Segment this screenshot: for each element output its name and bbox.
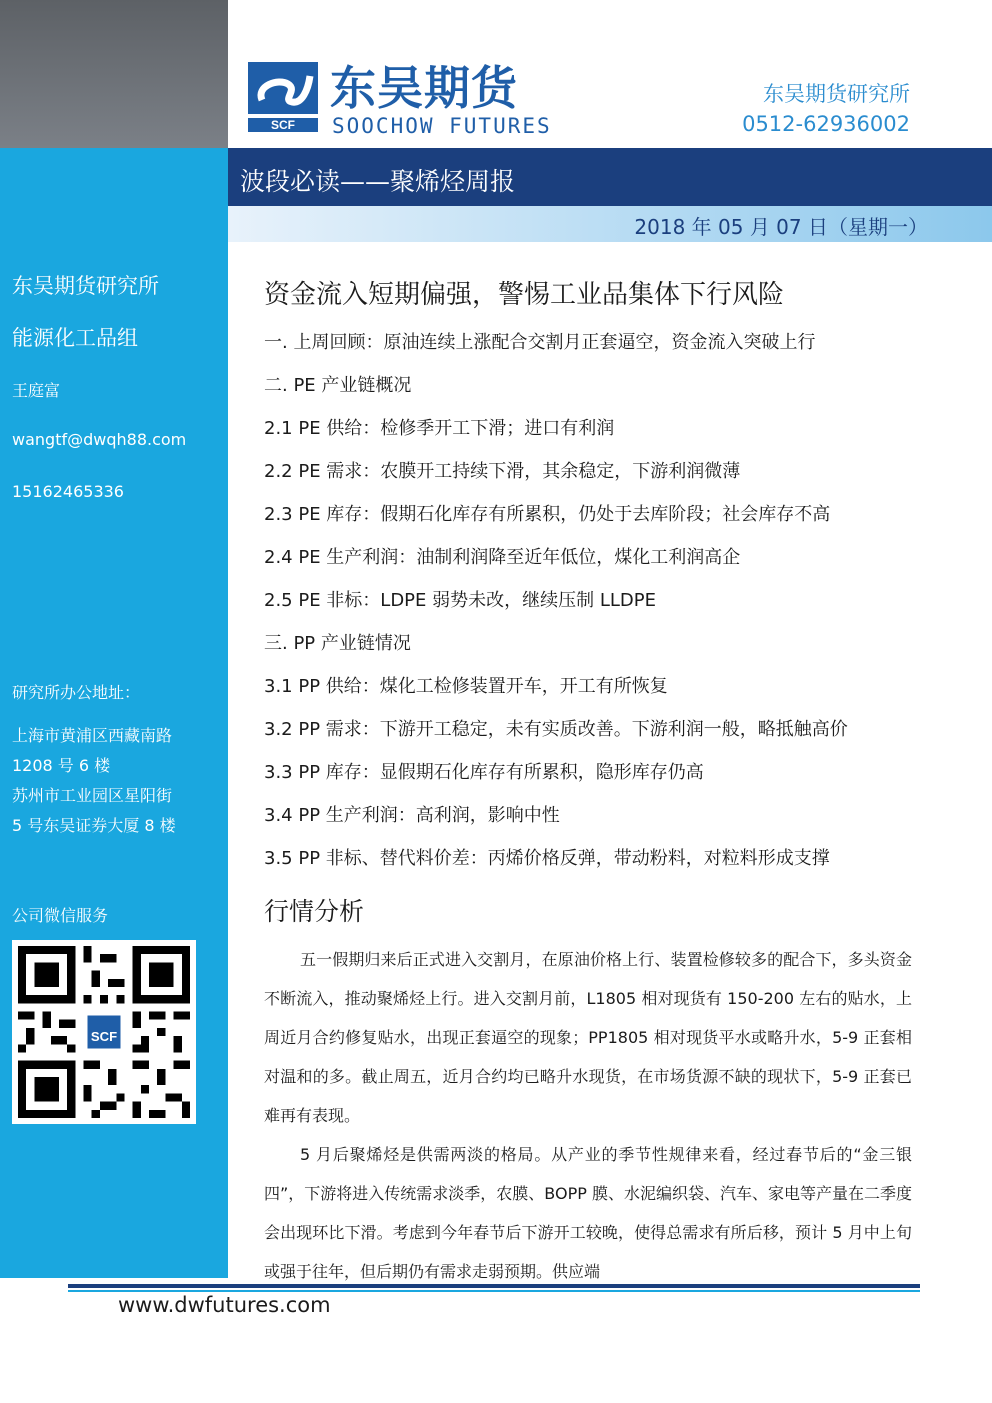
sidebar-top-block <box>0 0 228 148</box>
address-line: 苏州市工业园区星阳街 <box>12 786 173 805</box>
address-line: 5 号东吴证券大厦 8 楼 <box>12 816 176 835</box>
summary-item: 3.3 PP 库存：显假期石化库存有所累积，隐形库存仍高 <box>264 762 704 783</box>
address-title: 研究所办公地址： <box>12 683 141 702</box>
institute-name: 东吴期货研究所 <box>763 82 910 106</box>
report-date: 2018 年 05 月 07 日（星期一） <box>634 215 928 239</box>
institute-phone: 0512-62936002 <box>742 112 910 136</box>
logo-chinese-name: 东吴期货 <box>330 61 518 115</box>
summary-item: 3.1 PP 供给：煤化工检修装置开车，开工有所恢复 <box>264 676 668 697</box>
body-paragraph: 5 月后聚烯烃是供需两淡的格局。从产业的季节性规律来看，经过春节后的“金三银四”，下游将进入传统需求淡季，农膜、BOPP 膜、水泥编织袋、汽车、家电等产量在二季度会出现环比下滑。考虑到今年春节后下游开工较晚，使得总需求有所后移，预计 5 月中上旬或强于往年，但后期仍有需求走弱预期。供应端 <box>264 1145 912 1281</box>
date-band <box>228 206 992 242</box>
summary-item: 二. PE 产业链概况 <box>264 375 412 396</box>
sidebar-group: 能源化工品组 <box>12 326 138 350</box>
address-block <box>12 721 176 841</box>
company-logo-icon <box>248 62 318 132</box>
summary-item: 三. PP 产业链情况 <box>264 633 411 654</box>
summary-item: 2.2 PE 需求：农膜开工持续下滑，其余稳定，下游利润微薄 <box>264 461 741 482</box>
footer-divider <box>68 1284 920 1288</box>
summary-item: 2.3 PE 库存：假期石化库存有所累积，仍处于去库阶段；社会库存不高 <box>264 504 831 525</box>
address-line: 1208 号 6 楼 <box>12 756 111 775</box>
analyst-name: 王庭富 <box>12 381 61 400</box>
summary-item: 2.5 PE 非标：LDPE 弱势未改，继续压制 LLDPE <box>264 590 656 611</box>
summary-item: 3.2 PP 需求：下游开工稳定，未有实质改善。下游利润一般，略抵触高价 <box>264 719 848 740</box>
qr-center-logo: SCF <box>90 1029 118 1045</box>
logo-mark-text: SCF <box>271 118 295 132</box>
summary-item: 3.4 PP 生产利润：高利润，影响中性 <box>264 805 560 826</box>
summary-item: 2.4 PE 生产利润：油制利润降至近年低位，煤化工利润高企 <box>264 547 741 568</box>
title-band <box>228 148 992 206</box>
sidebar-department: 东吴期货研究所 <box>12 274 159 298</box>
report-title: 波段必读——聚烯烃周报 <box>240 167 516 196</box>
body-paragraph: 五一假期归来后正式进入交割月，在原油价格上行、装置检修较多的配合下，多头资金不断流入，推动聚烯烃上行。进入交割月前，L1805 相对现货有 150-200 左右的贴水，上周近月合约修复贴水，出现正套逼空的现象；PP1805 相对现货平水或略升水，5-9 正套相对温和的多。截止周五，近月合约均已略升水现货，在市场货源不缺的现状下，5-9 正套已难再有表现。 <box>264 950 912 1125</box>
footer-divider-accent <box>68 1290 920 1292</box>
website-link[interactable]: www.dwfutures.com <box>118 1293 331 1317</box>
headline: 资金流入短期偏强，警惕工业品集体下行风险 <box>264 280 785 310</box>
address-line: 上海市黄浦区西藏南路 <box>12 726 173 745</box>
summary-item: 3.5 PP 非标、替代料价差：丙烯价格反弹，带动粉料，对粒料形成支撑 <box>264 848 830 869</box>
section-title: 行情分析 <box>264 897 365 926</box>
analyst-email[interactable]: wangtf@dwqh88.com <box>12 430 187 449</box>
analysis-body <box>264 940 912 1291</box>
sidebar <box>0 148 228 1278</box>
analyst-phone: 15162465336 <box>12 482 124 501</box>
summary-item: 2.1 PE 供给：检修季开工下滑；进口有利润 <box>264 418 615 439</box>
summary-item: 一. 上周回顾：原油连续上涨配合交割月正套逼空，资金流入突破上行 <box>264 332 816 353</box>
qr-code-icon <box>12 940 196 1124</box>
wechat-label: 公司微信服务 <box>12 906 109 925</box>
summary-list <box>264 330 848 889</box>
logo-english-name: SOOCHOW FUTURES <box>332 114 552 138</box>
